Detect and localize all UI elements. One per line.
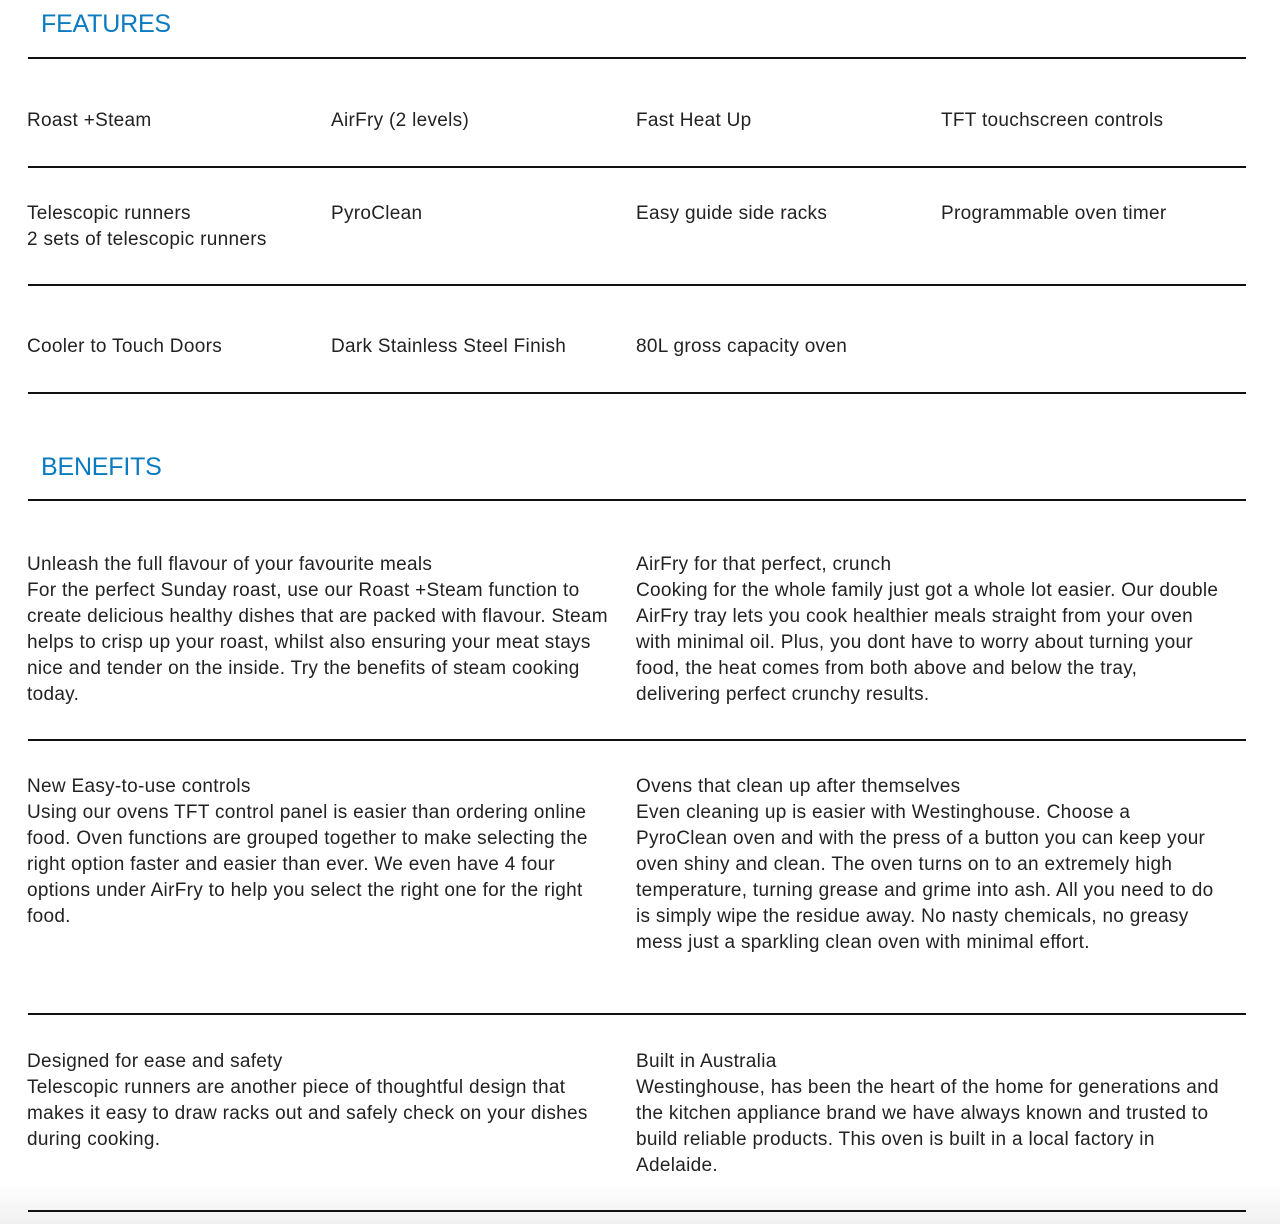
- feature-title: Programmable oven timer: [941, 203, 1167, 224]
- benefit-item: [636, 1049, 1226, 1179]
- bottom-fade: [0, 1184, 1280, 1224]
- feature-item: [27, 334, 222, 360]
- feature-title: Cooler to Touch Doors: [27, 336, 222, 357]
- feature-item: [636, 108, 752, 134]
- feature-title: 80L gross capacity oven: [636, 336, 848, 357]
- feature-item: [636, 334, 847, 360]
- feature-item: [27, 108, 152, 134]
- feature-item: [941, 108, 1163, 134]
- benefit-title: Designed for ease and safety: [27, 1051, 283, 1072]
- feature-title: AirFry (2 levels): [331, 110, 470, 131]
- feature-row-divider: [28, 284, 1246, 286]
- benefit-title: New Easy-to-use controls: [27, 776, 251, 797]
- feature-item: [636, 201, 827, 227]
- benefit-title: Built in Australia: [636, 1051, 777, 1072]
- feature-item: [331, 201, 422, 227]
- feature-item: [27, 201, 267, 253]
- benefit-title: AirFry for that perfect, crunch: [636, 554, 892, 575]
- feature-title: PyroClean: [331, 203, 423, 224]
- benefit-row-divider: [28, 1013, 1246, 1015]
- benefit-text: Even cleaning up is easier with Westinghouse. Choose a PyroClean oven and with the press of a button you can keep your oven shiny and clean. The oven turns on to an extremely high temperature, turning grease and grime into ash. All you need to do is simply wipe the residue away. No nasty chemicals, no greasy mess just a sparkling clean oven with minimal effort.: [636, 802, 1214, 953]
- feature-title: Telescopic runners: [27, 203, 191, 224]
- benefit-text: Cooking for the whole family just got a whole lot easier. Our double AirFry tray lets you cook healthier meals straight from your oven with minimal oil. Plus, you dont have to worry about turning your food, the heat comes from both above and below the tray, delivering perfect crunchy results.: [636, 580, 1219, 705]
- feature-item: [331, 108, 469, 134]
- benefit-item: [636, 552, 1226, 708]
- benefit-title: Unleash the full flavour of your favourite meals: [27, 554, 433, 575]
- benefit-title: Ovens that clean up after themselves: [636, 776, 961, 797]
- feature-title: Roast +Steam: [27, 110, 152, 131]
- benefit-item: [27, 1049, 612, 1153]
- benefit-text: Telescopic runners are another piece of thoughtful design that makes it easy to draw racks out and safely check on your dishes during cooking.: [27, 1077, 588, 1150]
- benefit-item: [27, 774, 612, 930]
- feature-row-divider: [28, 392, 1246, 394]
- features-heading: FEATURES: [41, 10, 171, 38]
- benefits-heading: BENEFITS: [41, 453, 162, 481]
- benefit-text: Westinghouse, has been the heart of the home for generations and the kitchen appliance brand we have always known and trusted to build reliable products. This oven is built in a local factory in Adelaide.: [636, 1077, 1219, 1176]
- feature-title: Fast Heat Up: [636, 110, 752, 131]
- feature-item: [941, 201, 1166, 227]
- benefit-row-divider: [28, 1210, 1246, 1212]
- benefit-text: Using our ovens TFT control panel is easier than ordering online food. Oven functions are grouped together to make selecting the right option faster and easier than ever. We even have 4 four options under AirFry to help you select the right one for the right food.: [27, 802, 588, 927]
- feature-title: Dark Stainless Steel Finish: [331, 336, 567, 357]
- feature-item: [331, 334, 566, 360]
- feature-row-divider: [28, 166, 1246, 168]
- feature-title: Easy guide side racks: [636, 203, 828, 224]
- feature-detail: 2 sets of telescopic runners: [27, 229, 267, 250]
- benefits-heading-rule: [28, 499, 1246, 501]
- benefit-text: For the perfect Sunday roast, use our Roast +Steam function to create delicious healthy dishes that are packed with flavour. Steam helps to crisp up your roast, whilst also ensuring your meat stays nice and tender on the inside. Try the benefits of steam cooking today.: [27, 580, 608, 705]
- benefit-item: [636, 774, 1226, 956]
- feature-title: TFT touchscreen controls: [941, 110, 1164, 131]
- benefit-item: [27, 552, 612, 708]
- features-heading-rule: [28, 57, 1246, 59]
- benefit-row-divider: [28, 739, 1246, 741]
